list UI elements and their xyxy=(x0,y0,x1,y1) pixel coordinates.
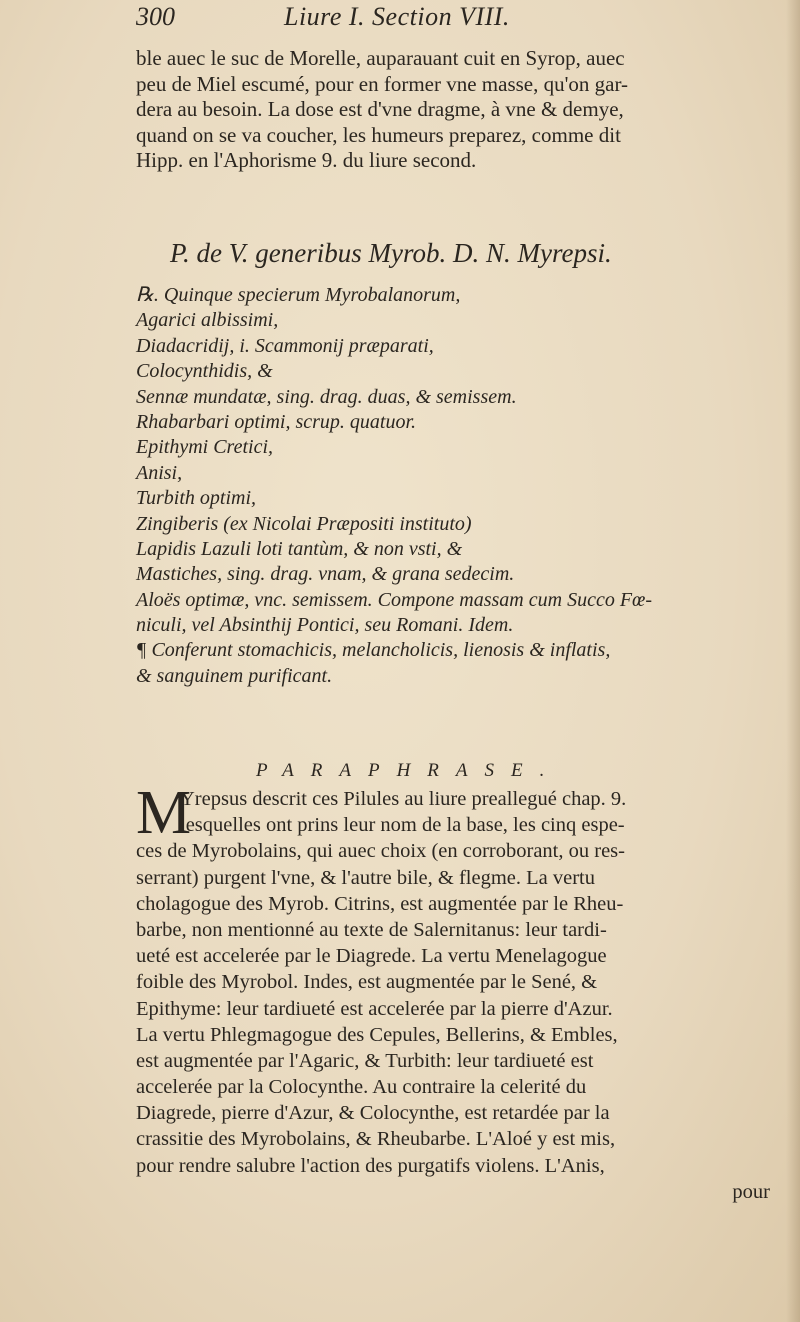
recipe-line: Sennæ mundatæ, sing. drag. duas, & semissem. xyxy=(136,385,517,408)
recipe-line: Anisi, xyxy=(136,461,183,484)
catchword: pour xyxy=(732,1180,770,1203)
commentary-line: pour rendre salubre l'action des purgatifs violens. L'Anis, xyxy=(136,1154,605,1177)
recipe-line: Rhabarbari optimi, scrup. quatuor. xyxy=(136,410,417,433)
section-heading: P. de V. generibus Myrob. D. N. Myrepsi. xyxy=(170,238,612,268)
commentary-line: cholagogue des Myrob. Citrins, est augmentée par le Rheu- xyxy=(136,892,624,915)
recipe-line: Colocynthidis, & xyxy=(136,360,273,383)
commentary-line: serrant) purgent l'vne, & l'autre bile, & flegme. La vertu xyxy=(136,866,595,889)
paraphrase-heading: PARAPHRASE. xyxy=(256,760,562,781)
commentary-line: est augmentée par l'Agaric, & Turbith: leur tardiueté est xyxy=(136,1049,594,1072)
commentary-line: Diagrede, pierre d'Azur, & Colocynthe, est retardée par la xyxy=(136,1102,610,1125)
text-line: quand on se va coucher, les humeurs preparez, comme dit xyxy=(136,122,621,147)
recipe-line: Zingiberis (ex Nicolai Præpositi instituto) xyxy=(136,512,472,535)
page-edge-shadow xyxy=(786,0,800,1322)
recipe-line: niculi, vel Absinthij Pontici, seu Romani. Idem. xyxy=(136,614,514,637)
recipe-line: Lapidis Lazuli loti tantùm, & non vsti, & xyxy=(136,537,463,560)
text-line: Hipp. en l'Aphorisme 9. du liure second. xyxy=(136,148,477,172)
drop-cap: M xyxy=(136,779,192,847)
commentary-line: ces de Myrobolains, qui auec choix (en corroborant, ou res- xyxy=(136,840,625,863)
page-number: 300 xyxy=(136,2,175,31)
commentary-line: La vertu Phlegmagogue des Cepules, Bellerins, & Embles, xyxy=(136,1023,618,1046)
commentary-line: crassitie des Myrobolains, & Rheubarbe. L'Aloé y est mis, xyxy=(136,1128,616,1151)
commentary-line: foible des Myrobol. Indes, est augmentée par le Sené, & xyxy=(136,971,598,994)
recipe-line: Epithymi Cretici, xyxy=(136,436,274,459)
commentary-block xyxy=(136,779,776,1205)
recipe-line: Aloës optimæ, vnc. semissem. Compone massam cum Succo Fœ- xyxy=(136,588,653,611)
commentary-line: Yrepsus descrit ces Pilules au liure preallegué chap. 9. xyxy=(180,788,627,810)
recipe-line: ℞. Quinque specierum Myrobalanorum, xyxy=(136,284,461,306)
recipe-line: Agarici albissimi, xyxy=(136,309,279,332)
commentary-line: barbe, non mentionné au texte de Salernitanus: leur tardi- xyxy=(136,918,607,941)
recipe-line: Diadacridij, i. Scammonij præparati, xyxy=(136,334,434,357)
running-title: Liure I. Section VIII. xyxy=(284,2,510,31)
opening-paragraph xyxy=(136,46,776,174)
recipe-line: ¶ Conferunt stomachicis, melancholicis, lienosis & inflatis, xyxy=(136,639,611,662)
recipe-block xyxy=(136,283,776,689)
commentary-line: accelerée par la Colocynthe. Au contraire la celerité du xyxy=(136,1076,587,1099)
commentary-line: ueté est accelerée par le Diagrede. La vertu Menelagogue xyxy=(136,945,607,968)
recipe-line: Mastiches, sing. drag. vnam, & grana sedecim. xyxy=(136,563,515,586)
commentary-line: Epithyme: leur tardiueté est accelerée par la pierre d'Azur. xyxy=(136,997,613,1020)
text-line: peu de Miel escumé, pour en former vne masse, qu'on gar- xyxy=(136,71,629,96)
text-line: dera au besoin. La dose est d'vne dragme, à vne & demye, xyxy=(136,97,624,121)
recipe-line: Turbith optimi, xyxy=(136,487,257,510)
text-line: ble auec le suc de Morelle, auparauant cuit en Syrop, auec xyxy=(136,46,625,70)
commentary-line: lesquelles ont prins leur nom de la base, les cinq espe- xyxy=(180,814,625,837)
running-head xyxy=(136,2,776,36)
recipe-line: & sanguinem purificant. xyxy=(136,664,333,687)
